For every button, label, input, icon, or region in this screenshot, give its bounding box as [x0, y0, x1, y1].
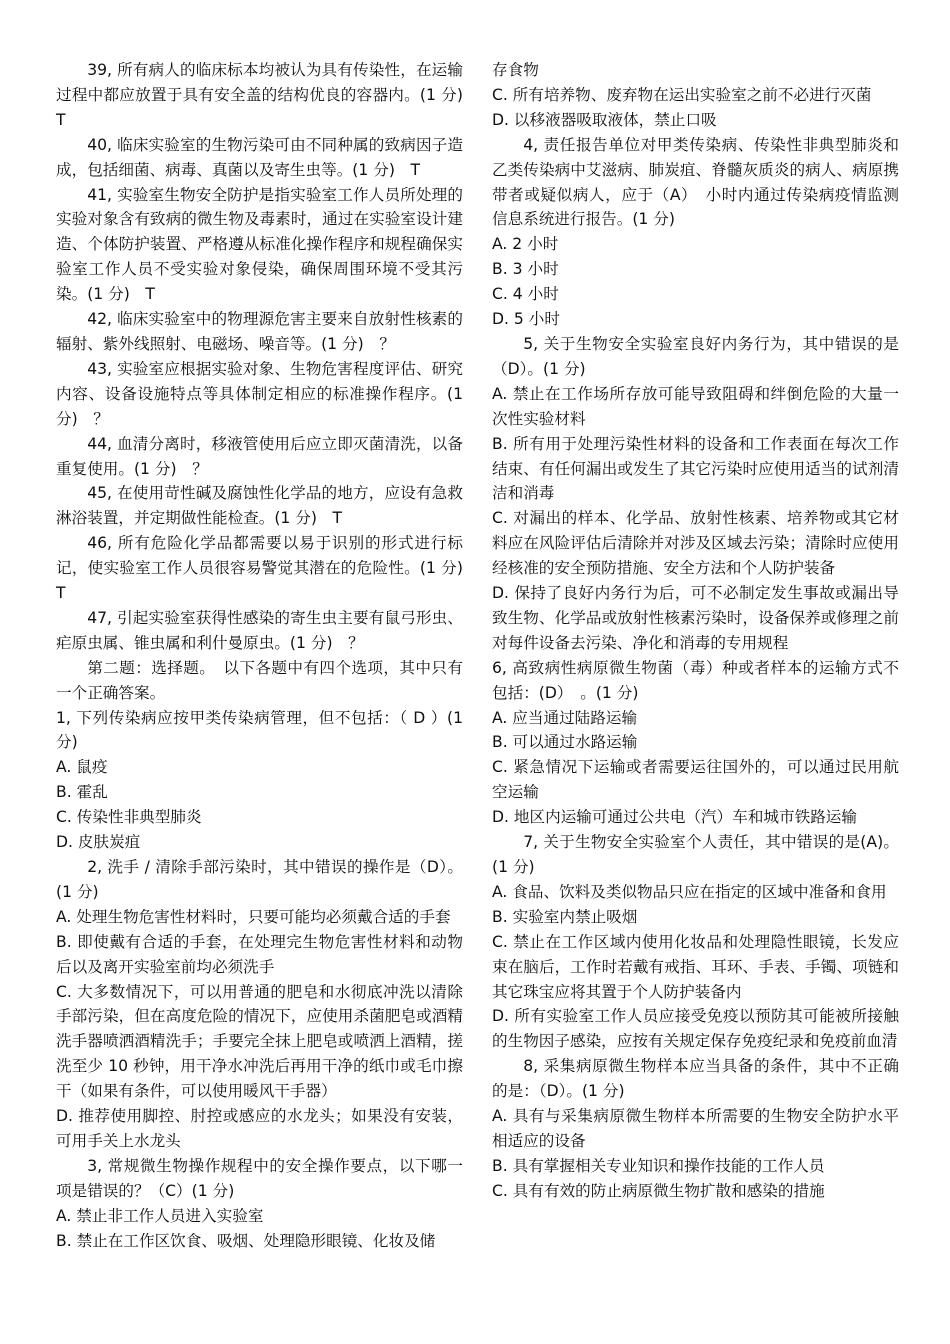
right-column — [492, 58, 899, 1204]
paragraph: 8, 采集病原微生物样本应当具备的条件，其中不正确的是：（D）。(1 分) — [492, 1057, 899, 1101]
paragraph: C. 对漏出的样本、化学品、放射性核素、培养物或其它材料应在风险评估后清除并对涉及区域去污染；清除时应使用经核准的安全预防措施、安全方法和个人防护装备 — [492, 509, 899, 578]
paragraph: 45, 在使用苛性碱及腐蚀性化学品的地方，应设有急救淋浴装置，并定期做性能检查。(1 分) T — [56, 484, 463, 528]
paragraph: 4, 责任报告单位对甲类传染病、传染性非典型肺炎和乙类传染病中艾滋病、肺炭疽、脊髓灰质炎的病人、病原携带者或疑似病人，应于（A） 小时内通过传染病疫情监测信息系统进行报告。(1 分) — [492, 135, 899, 229]
paragraph: 7, 关于生物安全实验室个人责任，其中错误的是(A)。(1 分) — [492, 833, 899, 876]
paragraph: B. 具有掌握相关专业知识和操作技能的工作人员 — [492, 1156, 825, 1175]
paragraph: 1, 下列传染病应按甲类传染病管理，但不包括：（ D ）(1 分) — [56, 708, 463, 752]
paragraph: D. 地区内运输可通过公共电（汽）车和城市铁路运输 — [492, 808, 857, 827]
paragraph: B. 所有用于处理污染性材料的设备和工作表面在每次工作结束、有任何漏出或发生了其它污染时应使用适当的试剂清洁和消毒 — [492, 434, 899, 503]
paragraph: D. 以移液器吸取液体，禁止口吸 — [492, 110, 717, 129]
paragraph: B. 可以通过水路运输 — [492, 733, 638, 752]
paragraph: 存食物 — [492, 61, 539, 79]
paragraph: B. 即使戴有合适的手套，在处理完生物危害性材料和动物后以及离开实验室前均必须洗手 — [56, 932, 463, 976]
paragraph: C. 4 小时 — [492, 285, 559, 304]
paragraph: C. 紧急情况下运输或者需要运往国外的，可以通过民用航空运输 — [492, 758, 899, 802]
paragraph: D. 保持了良好内务行为后，可不必制定发生事故或漏出导致生物、化学品或放射性核素污染时，设备保养或修理之前对每件设备去污染、净化和消毒的专用规程 — [492, 584, 899, 652]
paragraph: B. 霍乱 — [56, 783, 108, 802]
paragraph: A. 禁止在工作场所存放可能导致阻碍和绊倒危险的大量一次性实验材料 — [492, 384, 899, 428]
paragraph: D. 所有实验室工作人员应接受免疫以预防其可能被所接触的生物因子感染，应按有关规定保存免疫纪录和免疫前血清 — [492, 1007, 899, 1051]
paragraph: A. 食品、饮料及类似物品只应在指定的区域中准备和食用 — [492, 882, 887, 901]
paragraph: 5, 关于生物安全实验室良好内务行为，其中错误的是（D）。(1 分) — [492, 334, 899, 378]
paragraph: C. 禁止在工作区域内使用化妆品和处理隐性眼镜，长发应束在脑后，工作时若戴有戒指、耳环、手表、手镯、项链和其它珠宝应将其置于个人防护装备内 — [492, 932, 899, 1001]
paragraph: A. 鼠疫 — [56, 758, 108, 777]
paragraph: 42, 临床实验室中的物理源危害主要来自放射性核素的辐射、紫外线照射、电磁场、噪音等。(1 分) ？ — [56, 310, 463, 353]
paragraph: D. 5 小时 — [492, 310, 560, 329]
paragraph: A. 应当通过陆路运输 — [492, 708, 638, 727]
paragraph: D. 推荐使用脚控、肘控或感应的水龙头；如果没有安装，可用手关上水龙头 — [56, 1107, 463, 1150]
paragraph: 3, 常规微生物操作规程中的安全操作要点，以下哪一项是错误的？（C）(1 分) — [56, 1156, 463, 1200]
paragraph: 40, 临床实验室的生物污染可由不同种属的致病因子造成，包括细菌、病毒、真菌以及寄生虫等。(1 分) T — [56, 135, 463, 179]
paragraph: 43, 实验室应根据实验对象、生物危害程度评估、研究内容、设备设施特点等具体制定相应的标准操作程序。(1 分) ？ — [56, 359, 463, 428]
paragraph: C. 大多数情况下，可以用普通的肥皂和水彻底冲洗以清除手部污染，但在高度危险的情况下，应使用杀菌肥皂或酒精洗手器喷洒酒精洗手；手要完全抹上肥皂或喷洒上酒精，搓洗至少 10 秒钟，用干净水冲洗后再用干净的纸巾或毛巾擦干（如果有条件，可以使用暖风干手器） — [56, 982, 463, 1101]
paragraph: 47, 引起实验室获得性感染的寄生虫主要有鼠弓形虫、疟原虫属、锥虫属和利什曼原虫。(1 分) ？ — [56, 608, 463, 652]
paragraph: C. 具有有效的防止病原微生物扩散和感染的措施 — [492, 1181, 825, 1200]
paragraph: B. 3 小时 — [492, 260, 559, 279]
paragraph: A. 2 小时 — [492, 235, 559, 254]
paragraph: C. 所有培养物、废弃物在运出实验室之前不必进行灭菌 — [492, 85, 872, 104]
paragraph: D. 皮肤炭疽 — [56, 833, 141, 852]
paragraph: B. 禁止在工作区饮食、吸烟、处理隐形眼镜、化妆及储 — [56, 1231, 436, 1250]
left-column — [56, 58, 479, 1254]
paragraph: C. 传染性非典型肺炎 — [56, 808, 202, 827]
paragraph: 2, 洗手 / 清除手部污染时，其中错误的操作是（D）。(1 分) — [56, 858, 463, 901]
paragraph: 39, 所有病人的临床标本均被认为具有传染性，在运输过程中都应放置于具有安全盖的结构优良的容器内。(1 分) T — [56, 61, 479, 129]
paragraph: 第二题：选择题。 以下各题中有四个选项，其中只有一个正确答案。 — [56, 658, 463, 702]
paragraph: A. 具有与采集病原微生物样本所需要的生物安全防护水平相适应的设备 — [492, 1107, 899, 1150]
paragraph: B. 实验室内禁止吸烟 — [492, 907, 638, 926]
paragraph: A. 禁止非工作人员进入实验室 — [56, 1206, 264, 1225]
paragraph: 41, 实验室生物安全防护是指实验室工作人员所处理的实验对象含有致病的微生物及毒素时，通过在实验室设计建造、个体防护装置、严格遵从标准化操作程序和规程确保实验室工作人员不受实验对象侵染，确保周围环境不受其污染。(1 分) T — [56, 185, 463, 304]
paragraph: 6, 高致病性病原微生物菌（毒）种或者样本的运输方式不包括：(D） 。(1 分) — [492, 658, 899, 702]
paragraph: 44, 血清分离时，移液管使用后应立即灭菌清洗，以备重复使用。(1 分) ？ — [56, 434, 463, 478]
paragraph: A. 处理生物危害性材料时，只要可能均必须戴合适的手套 — [56, 907, 451, 926]
paragraph: 46, 所有危险化学品都需要以易于识别的形式进行标记，使实验室工作人员很容易警觉其潜在的危险性。(1 分) T — [56, 534, 479, 603]
